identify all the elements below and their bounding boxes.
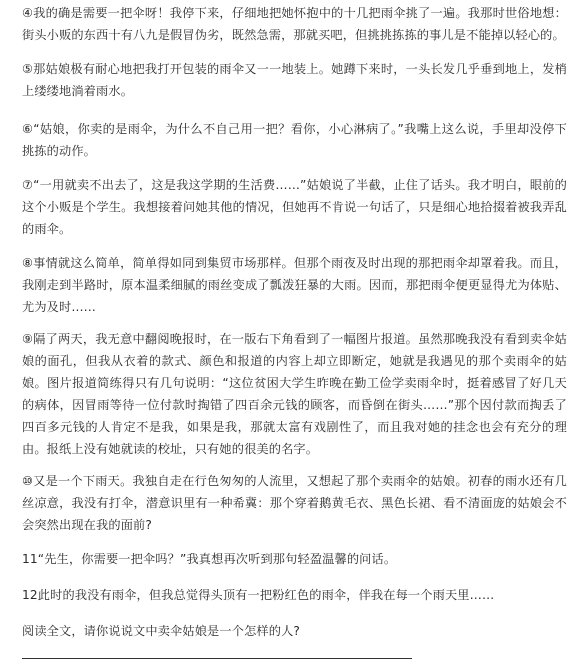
paragraph-8: ⑧事情就这么简单，简单得如同到集贸市场那样。但那个雨夜及时出现的那把雨伞却罩着我。而且，我刚走到半路时，原本温柔细腻的雨丝变成了瓢泼狂暴的大雨。因而，那把雨伞便更显得尤为体贴、尤为及时…… (22, 256, 567, 314)
paragraph-10: ⑩又是一个下雨天。我独自走在行色匆匆的人流里，又想起了那个卖雨伞的姑娘。初春的雨水还有几丝凉意，我没有打伞，潜意识里有一种希冀：那个穿着鹅黄毛衣、黑色长裙、看不清面庞的姑娘会不会突然出现在我的面前? (22, 474, 567, 532)
paragraph-4: ④我的确是需要一把伞呀！我停下来，仔细地把她怀抱中的十几把雨伞挑了一遍。我那时世俗地想：街头小贩的东西十有八九是假冒伪劣，既然急需，那就买吧，但挑挑拣拣的事儿是不能掉以轻心的。 (22, 6, 567, 42)
answer-line[interactable] (22, 658, 412, 659)
paragraph-12: 12此时的我没有雨伞，但我总觉得头顶有一把粉红色的雨伞，伴我在每一个雨天里…… (22, 588, 495, 602)
paragraph-9: ⑨隔了两天，我无意中翻阅晚报时，在一版右下角看到了一幅图片报道。虽然那晚我没有看到卖伞姑娘的面孔，但我从衣着的款式、颜色和报道的内容上却立即断定，她就是我遇见的那个卖雨伞的姑娘。图片报道简练得只有几句说明：“这位贫困大学生昨晚在勤工俭学卖雨伞时，挺着感冒了好几天的病体，因冒雨等待一位付款时掏错了四百余元钱的顾客，而昏倒在街头……”那个因付款而掏丢了四百多元钱的人肯定不是我，如果是我，那就太富有戏剧性了，而且我对她的挂念也会有充分的理由。报纸上没有她就读的校址，只有她的很美的名字。 (22, 332, 567, 456)
paragraph-6: ⑥“姑娘，你卖的是雨伞，为什么不自己用一把？看你，小心淋病了。”我嘴上这么说，手里却没停下挑拣的动作。 (22, 122, 567, 158)
paragraph-11: 11“先生，你需要一把伞吗？”我真想再次听到那句轻盈温馨的问话。 (22, 552, 397, 566)
paragraph-7: ⑦“一用就卖不出去了，这是我这学期的生活费……”姑娘说了半截，止住了话头。我才明白，眼前的这个小贩是个学生。我想接着问她其他的情况，但她再不肯说一句话了，只是细心地拾掇着被我弄乱的雨伞。 (22, 178, 567, 236)
paragraph-5: ⑤那姑娘极有耐心地把我打开包装的雨伞又一一地装上。她蹲下来时，一头长发几乎垂到地上，发梢上缕缕地淌着雨水。 (22, 62, 567, 98)
question-prompt: 阅读全文，请你说说文中卖伞姑娘是一个怎样的人? (22, 624, 301, 638)
